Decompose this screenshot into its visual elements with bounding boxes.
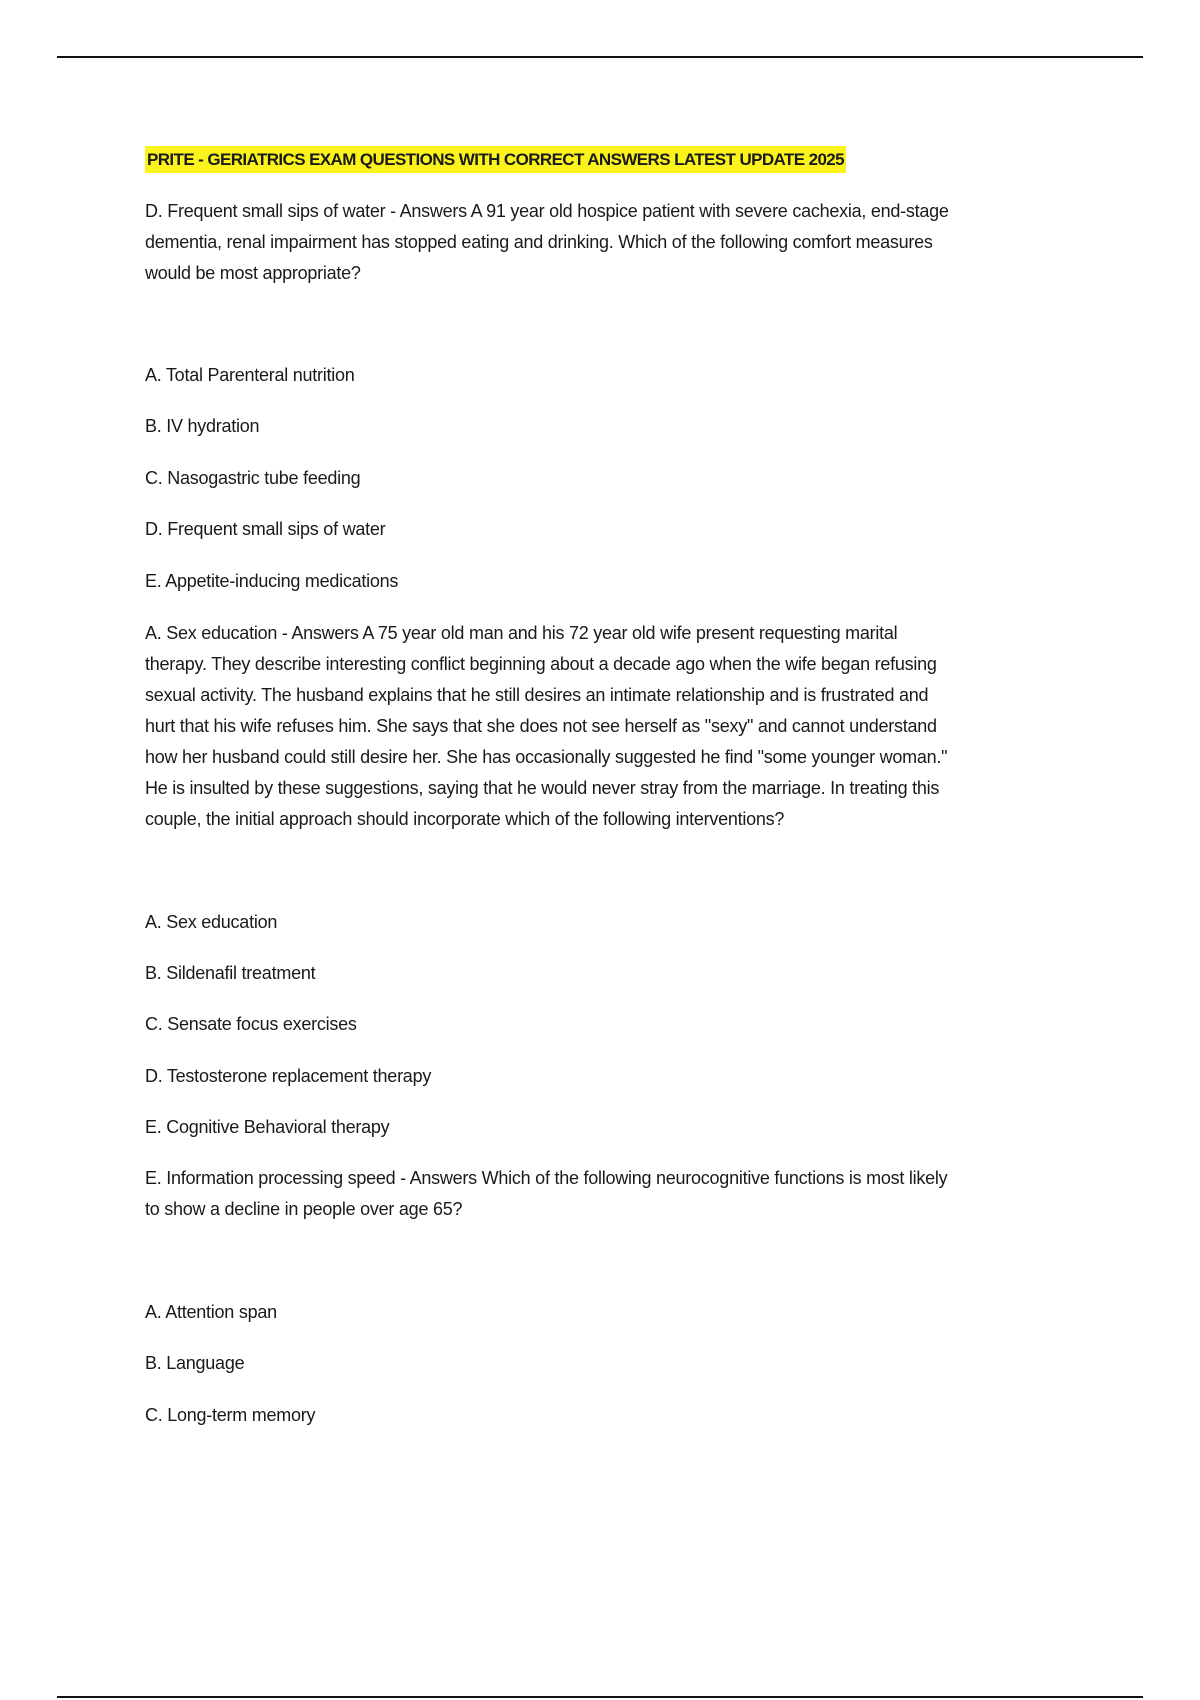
text-line: would be most appropriate? <box>145 263 361 283</box>
top-rule <box>57 56 1143 58</box>
answer-option: B. IV hydration <box>145 416 260 436</box>
answer-option: C. Nasogastric tube feeding <box>145 468 361 488</box>
answer-option: A. Sex education <box>145 912 278 932</box>
answer-option: D. Testosterone replacement therapy <box>145 1066 432 1086</box>
text-line: E. Information processing speed - Answers Which of the following neurocognitive functions is most likely <box>145 1168 948 1188</box>
text-line: D. Frequent small sips of water - Answers A 91 year old hospice patient with severe cachexia, end-stage <box>145 201 949 221</box>
text-line: sexual activity. The husband explains that he still desires an intimate relationship and is frustrated and <box>145 685 929 705</box>
answer-option: C. Long-term memory <box>145 1405 316 1425</box>
text-line: couple, the initial approach should incorporate which of the following interventions? <box>145 809 785 829</box>
question-1-text <box>145 196 949 289</box>
question-3-text <box>145 1163 947 1225</box>
text-line: to show a decline in people over age 65? <box>145 1199 463 1219</box>
text-line: how her husband could still desire her. She has occasionally suggested he find "some younger woman." <box>145 747 948 767</box>
text-line: therapy. They describe interesting conflict beginning about a decade ago when the wife began refusing <box>145 654 937 674</box>
answer-option: A. Total Parenteral nutrition <box>145 365 355 385</box>
text-line: hurt that his wife refuses him. She says that she does not see herself as "sexy" and cannot understand <box>145 716 937 736</box>
text-line: dementia, renal impairment has stopped eating and drinking. Which of the following comfort measures <box>145 232 933 252</box>
answer-option: E. Appetite-inducing medications <box>145 571 399 591</box>
answer-option: B. Sildenafil treatment <box>145 963 316 983</box>
text-line: He is insulted by these suggestions, saying that he would never stray from the marriage. In treating this <box>145 778 940 798</box>
bottom-rule <box>57 1696 1143 1698</box>
answer-option: D. Frequent small sips of water <box>145 519 386 539</box>
text-line: A. Sex education - Answers A 75 year old man and his 72 year old wife present requesting marital <box>145 623 898 643</box>
answer-option: B. Language <box>145 1353 245 1373</box>
answer-option: A. Attention span <box>145 1302 277 1322</box>
document-title: PRITE - GERIATRICS EXAM QUESTIONS WITH CORRECT ANSWERS LATEST UPDATE 2025 <box>145 146 846 173</box>
question-2-text <box>145 618 947 835</box>
answer-option: C. Sensate focus exercises <box>145 1014 357 1034</box>
answer-option: E. Cognitive Behavioral therapy <box>145 1117 390 1137</box>
